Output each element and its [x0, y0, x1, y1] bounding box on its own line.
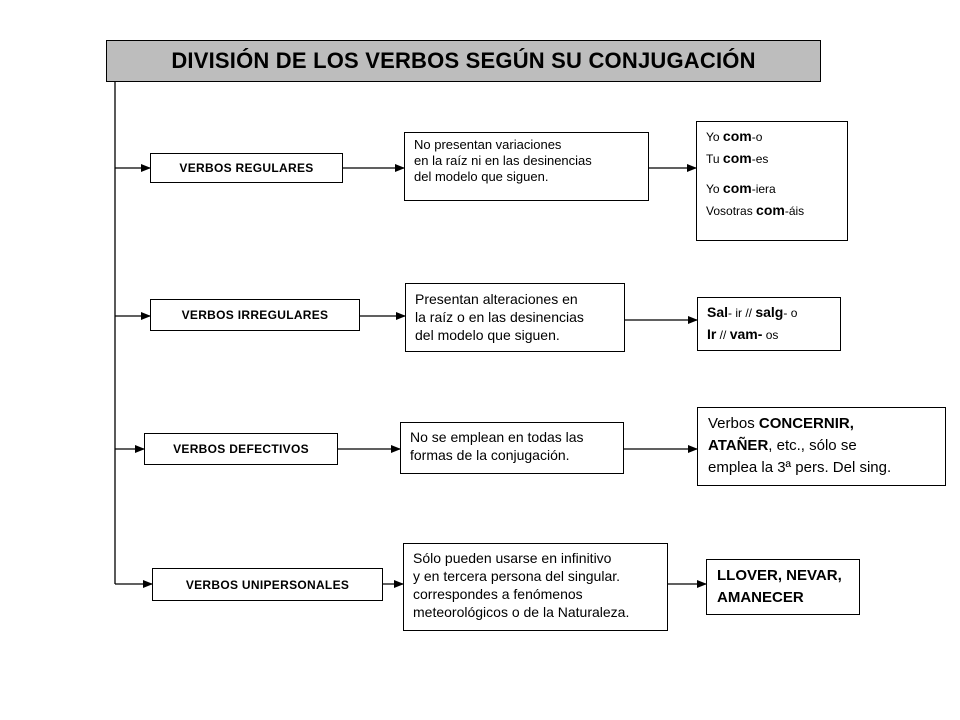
- description-line: en la raíz ni en las desinencias: [414, 153, 592, 168]
- description-line: No se emplean en todas las: [410, 429, 584, 445]
- description-line: la raíz o en las desinencias: [415, 309, 584, 325]
- category-unipersonales: VERBOS UNIPERSONALES: [152, 568, 383, 601]
- category-irregulares: VERBOS IRREGULARES: [150, 299, 360, 331]
- example-line: Yo com-iera: [706, 180, 776, 196]
- description-regulares: [404, 132, 649, 201]
- description-line: Presentan alteraciones en: [415, 291, 578, 307]
- description-line: No presentan variaciones: [414, 137, 562, 152]
- description-line: Sólo pueden usarse en infinitivo: [413, 550, 612, 566]
- category-regulares: VERBOS REGULARES: [150, 153, 343, 183]
- examples-irregulares: [697, 297, 841, 351]
- description-line: meteorológicos o de la Naturaleza.: [413, 604, 630, 620]
- example-line: ATAÑER, etc., sólo se: [708, 437, 857, 454]
- example-line: Ir // vam- os: [707, 326, 779, 342]
- example-line: Yo com-o: [706, 128, 763, 144]
- example-line: Vosotras com-áis: [706, 202, 805, 218]
- description-line: del modelo que siguen.: [414, 169, 549, 184]
- description-line: del modelo que siguen.: [415, 327, 560, 343]
- example-line: Sal- ir // salg- o: [707, 304, 798, 320]
- category-defectivos: VERBOS DEFECTIVOS: [144, 433, 338, 465]
- example-line: LLOVER, NEVAR,: [717, 567, 842, 584]
- description-irregulares: [405, 283, 625, 352]
- description-unipersonales: [403, 543, 668, 631]
- description-line: correspondes a fenómenos: [413, 586, 583, 602]
- example-line: AMANECER: [717, 589, 804, 606]
- examples-defectivos: [697, 407, 946, 486]
- examples-regulares: [696, 121, 848, 241]
- description-line: formas de la conjugación.: [410, 447, 570, 463]
- examples-unipersonales: [706, 559, 860, 615]
- diagram-title: DIVISIÓN DE LOS VERBOS SEGÚN SU CONJUGACIÓN: [106, 40, 821, 82]
- description-defectivos: [400, 422, 624, 474]
- description-line: y en tercera persona del singular.: [413, 568, 621, 584]
- example-line: emplea la 3ª pers. Del sing.: [708, 459, 892, 476]
- example-line: Verbos CONCERNIR,: [708, 415, 854, 432]
- example-line: Tu com-es: [706, 150, 769, 166]
